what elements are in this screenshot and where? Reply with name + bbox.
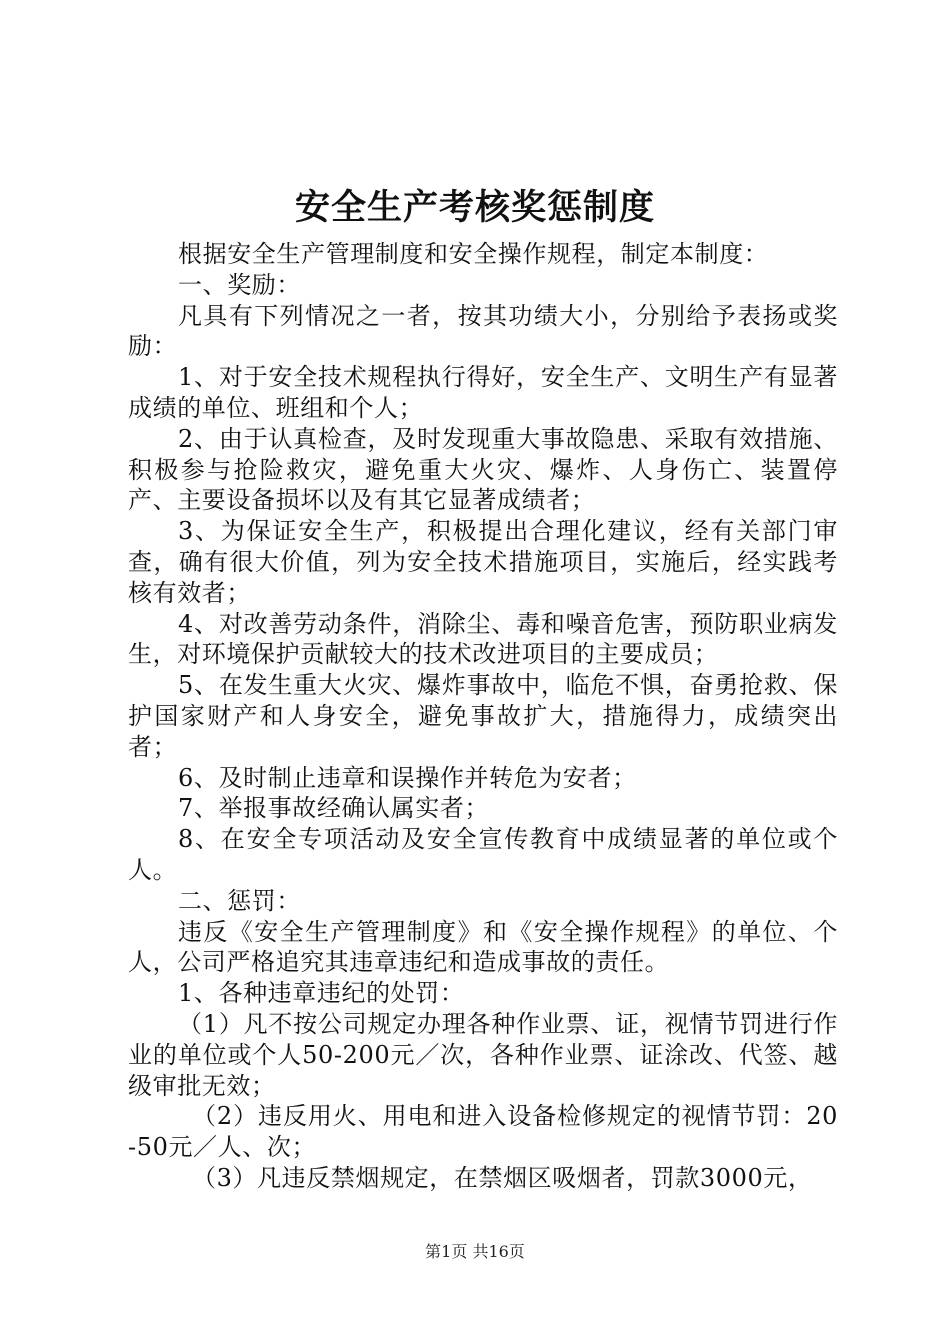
heading-penalties: 二、惩罚： <box>178 886 301 915</box>
paragraph-intro: 根据安全生产管理制度和安全操作规程，制定本制度： <box>178 240 769 268</box>
document-body <box>128 239 838 1194</box>
reward-item-4: 4、对改善劳动条件，消除尘、毒和噪音危害，预防职业病发生，对环境保护贡献较大的技术改进项目的主要成员； <box>128 609 838 669</box>
page-number-footer: 第1页 共16页 <box>425 1242 525 1261</box>
reward-item-5: 5、在发生重大火灾、爆炸事故中，临危不惧，奋勇抢救、保护国家财产和人身安全，避免事故扩大，措施得力，成绩突出者； <box>128 671 838 761</box>
reward-item-6: 6、及时制止违章和误操作并转危为安者； <box>178 763 637 792</box>
reward-item-1: 1、对于安全技术规程执行得好，安全生产、文明生产有显著成绩的单位、班组和个人； <box>128 363 838 422</box>
reward-item-3: 3、为保证安全生产，积极提出合理化建议，经有关部门审查，确有很大价值，列为安全技术措施项目，实施后，经实践考核有效者； <box>128 517 838 607</box>
penalty-item-2: （2）违反用火、用电和进入设备检修规定的视情节罚：20-50元／人、次； <box>128 1102 838 1162</box>
reward-item-7: 7、举报事故经确认属实者； <box>178 794 490 823</box>
reward-item-2: 2、由于认真检查，及时发现重大事故隐患、采取有效措施、积极参与抢险救灾，避免重大火灾、爆炸、人身伤亡、装置停产、主要设备损坏以及有其它显著成绩者； <box>128 424 838 515</box>
penalty-item-1: （1）凡不按公司规定办理各种作业票、证，视情节罚进行作业的单位或个人50-200元／次，各种作业票、证涂改、代签、越级审批无效； <box>128 1009 838 1100</box>
reward-item-8: 8、在安全专项活动及安全宣传教育中成绩显著的单位或个人。 <box>128 825 838 884</box>
document-title: 安全生产考核奖惩制度 <box>294 187 655 228</box>
paragraph-penalties-intro: 违反《安全生产管理制度》和《安全操作规程》的单位、个人，公司严格追究其违章违纪和造成事故的责任。 <box>128 917 838 977</box>
penalty-item-3: （3）凡违反禁烟规定，在禁烟区吸烟者，罚款3000元， <box>192 1163 813 1192</box>
paragraph-rewards-intro: 凡具有下列情况之一者，按其功绩大小，分别给予表扬或奖励： <box>128 301 838 361</box>
heading-rewards: 一、奖励： <box>178 270 301 299</box>
penalty-section-1: 1、各种违章违纪的处罚： <box>178 979 465 1008</box>
